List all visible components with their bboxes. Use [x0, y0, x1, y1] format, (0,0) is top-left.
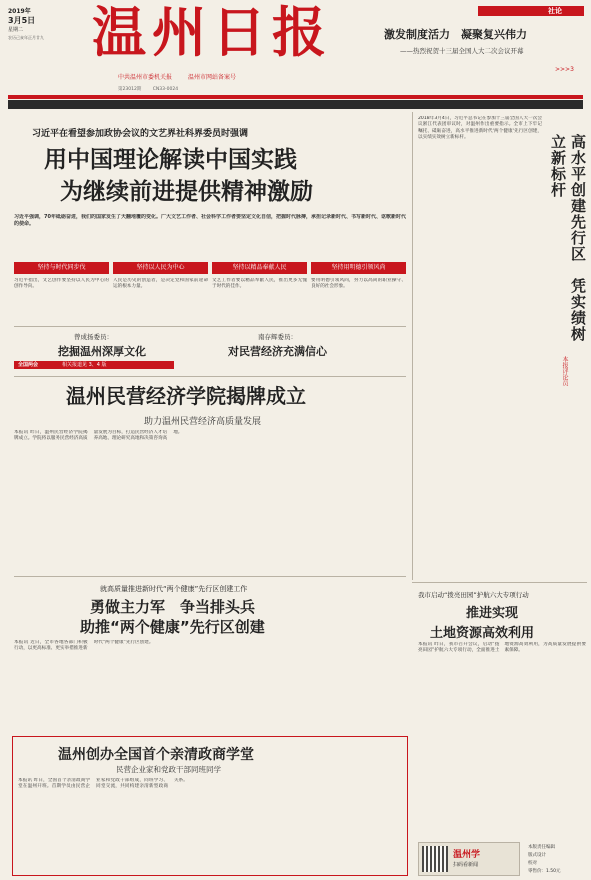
cn-code: CN33-0024 — [152, 87, 179, 92]
story5-kicker: 我市启动“拨亮田园”护航六大专项行动 — [418, 591, 529, 599]
issue-info — [118, 86, 178, 92]
issue-number: 第23012期 — [118, 87, 142, 92]
story2-subhead: 助力温州民营经济高质量发展 — [144, 417, 262, 427]
tag-1: 坚持以人民为中心 — [113, 262, 208, 274]
editorial-mark: 社论 — [548, 7, 562, 15]
date-block — [8, 6, 74, 58]
tag-3: 坚持用明德引领风尚 — [311, 262, 406, 274]
lunar-date: 农历己亥年正月廿九 — [8, 35, 44, 40]
lead-col-2: 文艺工作者要以精品奉献人民，推出更多无愧于时代的佳作。 — [212, 278, 307, 290]
date: 3月5日 — [8, 16, 36, 25]
story2-body: 本报讯 昨日，温州民营经济学院揭牌成立。学院将以服务民营经济高质量发展为目标，打造民营经济人才培养高地、理论研究高地和决策咨询高地。 — [14, 430, 183, 442]
delegate-rule — [14, 326, 406, 327]
twosessions-tag: 全国两会 — [18, 362, 39, 368]
story5-body: 本报讯 昨日，我市召开会议，启动“拨亮田园”护航六大专项行动，全面推进土地资源高效利用，为高质量发展提供要素保障。 — [418, 642, 586, 654]
info-strip — [8, 100, 583, 109]
editorial-mark-bar — [478, 6, 584, 16]
delegate-2-label: 南存辉委员： — [258, 333, 297, 341]
sidebar-body: 2018年3月4日，习近平总书记在参加十三届全国人大一次会议浙江代表团审议时，对温州作出重要指示。全市上下牢记嘱托、砥砺奋进，高水平推进新时代'两个健康'先行区创建，以实绩实效树立新标杆。 — [418, 116, 542, 141]
story3-rule — [14, 576, 406, 577]
masthead-rule — [8, 95, 583, 99]
delegate-1-head: 挖掘温州深厚文化 — [58, 345, 146, 358]
credit-1: 版式设计 — [528, 853, 546, 858]
credit-2: 校对 — [528, 861, 537, 866]
story3-headline-2: 助推“两个健康”先行区创建 — [80, 618, 265, 636]
delegate-1-label: 曾成扬委员： — [74, 333, 113, 341]
story5-headline-2: 土地资源高效利用 — [430, 626, 535, 641]
masthead — [0, 0, 591, 96]
sidebar-author: 本报评论员 — [561, 356, 568, 386]
delegate-2-head: 对民营经济充满信心 — [228, 345, 327, 358]
story5-rule — [412, 582, 587, 583]
editorial-more[interactable]: >>>3 — [555, 66, 574, 73]
story2-headline: 温州民营经济学院揭牌成立 — [66, 384, 306, 408]
story3-kicker: 就高质量推进新时代“两个健康”先行区创建工作 — [100, 585, 248, 593]
footer-credits — [528, 844, 586, 876]
editorial-head: 激发制度活力 凝聚复兴伟力 — [384, 28, 527, 41]
tag-0: 坚持与时代同步伐 — [14, 262, 109, 274]
year: 2019年 — [8, 8, 31, 15]
story4-subhead: 民营企业家和党政干部同班同学 — [116, 765, 221, 774]
lead-paragraph: 习近平强调，70年砥砺奋进，我们的国家发生了天翻地覆的变化。广大文艺工作者、社会科学工作者要坚定文化自信，把握时代脉搏，承担记录新时代、书写新时代、讴歌新时代的使命。 — [14, 214, 406, 227]
masthead-subline — [118, 72, 236, 81]
story2-rule — [14, 376, 406, 377]
lead-col-1: 人民是历史的创造者，是决定党和国家前途命运的根本力量。 — [113, 278, 208, 290]
story3-body: 本报讯 近日，全市各地各部门积极行动，以更高标准、更实举措推进新时代“两个健康”先行区创建。 — [14, 640, 154, 652]
sidebar-title-text: 高水平创建先行区 凭实绩树立新标杆 — [549, 134, 587, 342]
sidebar-divider — [412, 112, 413, 580]
sidebar-vertical-title — [548, 134, 588, 354]
lead-columns — [14, 278, 406, 318]
lead-tags — [14, 262, 406, 274]
footer-ad[interactable] — [418, 842, 520, 876]
ad-title: 温州学 — [453, 850, 481, 860]
lead-headline-1: 用中国理论解读中国实践 — [44, 147, 297, 173]
sub-organ: 中共温州市委机关报 — [118, 74, 173, 81]
tag-2: 坚持以精品奉献人民 — [212, 262, 307, 274]
story3-headline-1: 勇做主力军 争当排头兵 — [90, 598, 256, 616]
lead-kicker: 习近平在看望参加政协会议的文艺界社科界委员时强调 — [32, 129, 249, 139]
weekday: 星期二 — [8, 27, 24, 33]
lead-col-3: 要用明德引领风尚，努力以高尚的职业操守、良好的社会形象。 — [311, 278, 406, 290]
story4-body: 本报讯 昨日，全国首个亲清政商学堂在温州开班。首期学员由民营企业家和党政干部组成，同班学习、同堂交流，共同构建亲清新型政商关系。 — [18, 778, 188, 790]
qr-icon — [422, 846, 448, 872]
story5-headline-1: 推进实现 — [466, 606, 519, 621]
price: 零售价：1.50元 — [528, 869, 561, 874]
lead-col-0: 习近平指出，文艺创作要坚持以人民为中心的创作导向。 — [14, 278, 109, 290]
story4-headline: 温州创办全国首个亲清政商学堂 — [58, 747, 254, 763]
credit-0: 本版责任编辑 — [528, 845, 555, 850]
masthead-title: 温州日报 — [92, 0, 332, 64]
editorial-sub: ——热烈祝贺十三届全国人大二次会议开幕 — [400, 47, 524, 55]
lead-headline-2: 为继续前进提供精神激励 — [60, 179, 313, 205]
sub-site: 温州市网站备案号 — [187, 74, 236, 81]
ad-sub: 扫码看新闻 — [453, 862, 479, 868]
twosessions-text: 相关报道见 3、4 版 — [62, 362, 107, 368]
